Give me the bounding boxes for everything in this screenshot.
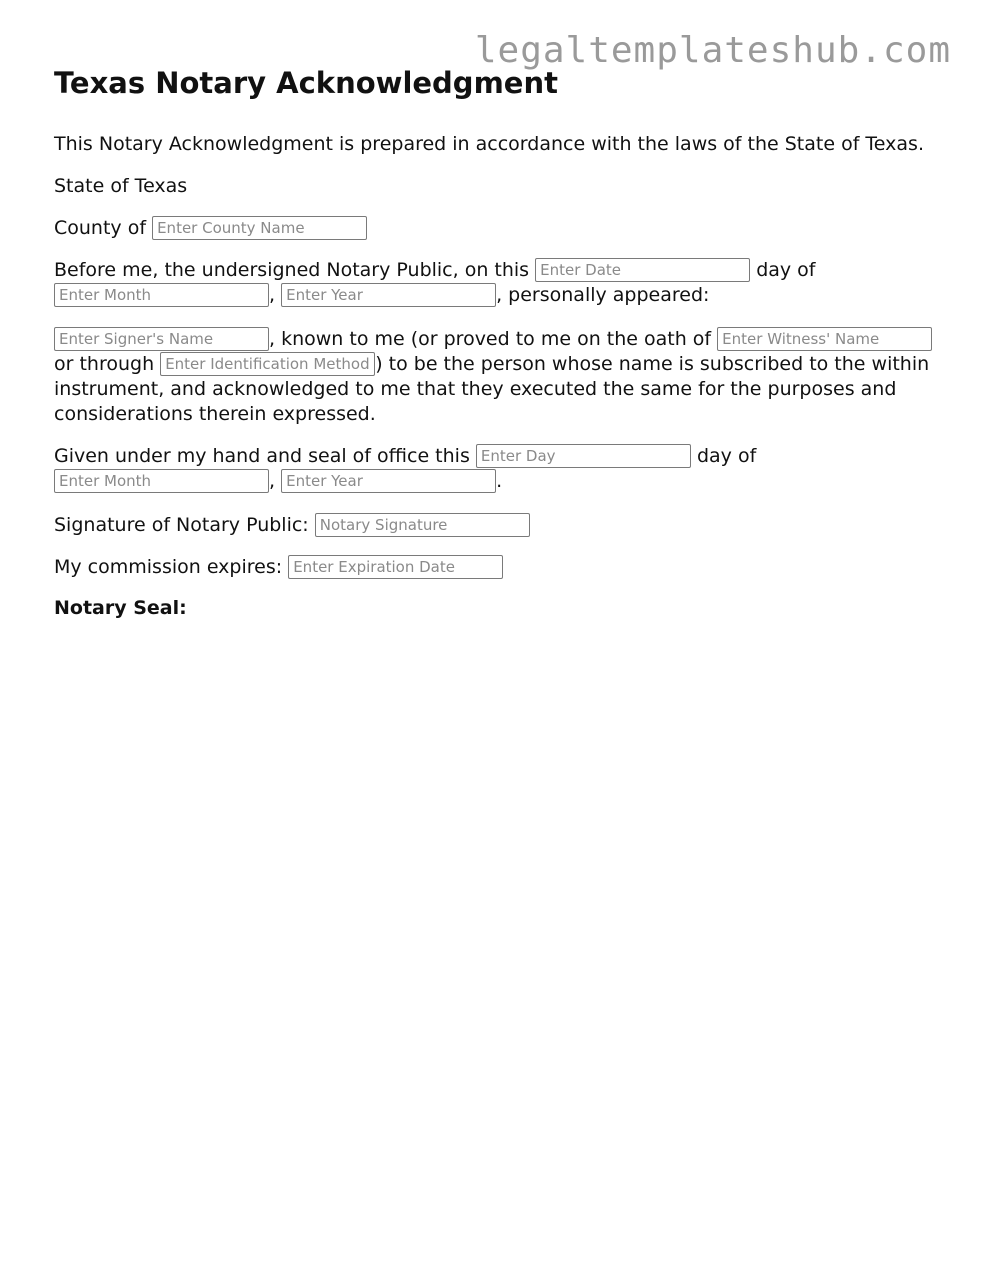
witness-name-input[interactable]	[717, 327, 932, 351]
signature-label: Signature of Notary Public:	[54, 513, 309, 536]
before-me-paragraph	[54, 258, 934, 308]
notary-seal-label: Notary Seal:	[54, 596, 187, 619]
expiration-date-input[interactable]	[288, 555, 503, 579]
signature-line	[54, 513, 934, 538]
county-line	[54, 216, 934, 241]
signer-paragraph	[54, 327, 934, 427]
intro-paragraph: This Notary Acknowledgment is prepared in accordance with the laws of the State of Texas.	[54, 132, 924, 155]
county-input[interactable]	[152, 216, 367, 240]
signer-name-input[interactable]	[54, 327, 269, 351]
given-month-input[interactable]	[54, 469, 269, 493]
document-body	[54, 66, 934, 619]
comma-text: ,	[269, 283, 276, 306]
day-of-text: day of	[756, 258, 816, 281]
month-input[interactable]	[54, 283, 269, 307]
commission-label: My commission expires:	[54, 555, 283, 578]
given-day-of-text: day of	[696, 444, 757, 467]
given-period-text: .	[496, 469, 503, 492]
commission-line	[54, 555, 934, 580]
identification-method-input[interactable]	[160, 352, 375, 376]
subscribed-text: ) to be the person whose name is subscribed to the within instrument, and acknowledged to me that they executed the same for the purposes and considerations therein expressed.	[54, 352, 930, 425]
notary-signature-input[interactable]	[315, 513, 530, 537]
known-to-me-text: , known to me (or proved to me on the oath of	[269, 327, 712, 350]
county-label: County of	[54, 216, 147, 239]
or-through-text: or through	[54, 352, 155, 375]
given-comma-text: ,	[269, 469, 276, 492]
watermark: legaltemplateshub.com	[474, 30, 951, 71]
date-input[interactable]	[535, 258, 750, 282]
year-input[interactable]	[281, 283, 496, 307]
given-text: Given under my hand and seal of office this	[54, 444, 470, 467]
before-me-text: Before me, the undersigned Notary Public, on this	[54, 258, 530, 281]
personally-appeared-text: , personally appeared:	[496, 283, 710, 306]
given-year-input[interactable]	[281, 469, 496, 493]
document-title: Texas Notary Acknowledgment	[54, 66, 558, 100]
given-paragraph	[54, 444, 934, 494]
state-line: State of Texas	[54, 174, 188, 197]
given-day-input[interactable]	[476, 444, 691, 468]
